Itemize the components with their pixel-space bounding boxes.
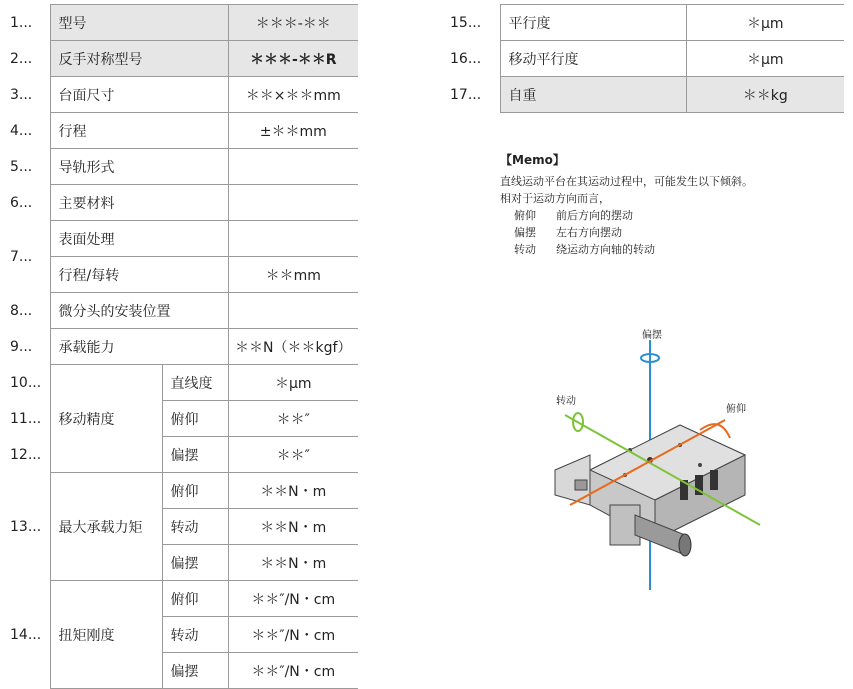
spec-value xyxy=(228,221,358,257)
row-number: 9... xyxy=(10,338,33,355)
spec-value: ＊＊＊-＊＊R xyxy=(228,41,358,77)
spec-value xyxy=(228,185,358,221)
pitch-label: 俯仰 xyxy=(726,404,746,415)
spec-value: ＊＊″/N・cm xyxy=(228,581,358,617)
table-row xyxy=(448,77,844,113)
memo-line: 相对于运动方向而言， xyxy=(500,192,610,205)
stage-diagram xyxy=(530,320,780,604)
roll-label: 转动 xyxy=(556,396,576,407)
row-number: 16... xyxy=(450,50,482,67)
spec-value: ＊＊×＊＊mm xyxy=(228,77,358,113)
row-number: 7... xyxy=(10,248,33,265)
spec-value: ＊＊＊-＊＊ xyxy=(228,5,358,41)
spec-label: 微分头的安装位置 xyxy=(50,293,228,329)
spec-value: ＊＊kg xyxy=(686,77,844,113)
spec-sub-label: 转动 xyxy=(162,509,228,545)
spec-group-label: 扭矩刚度 xyxy=(50,581,162,689)
yaw-label: 偏摆 xyxy=(642,330,662,341)
spec-label: 导轨形式 xyxy=(50,149,228,185)
memo-item xyxy=(500,224,753,241)
row-number: 8... xyxy=(10,302,33,319)
memo-term: 转动 xyxy=(514,243,536,256)
spec-label: 行程 xyxy=(50,113,228,149)
spec-label: 承载能力 xyxy=(50,329,228,365)
spec-sub-label: 偏摆 xyxy=(162,653,228,689)
spec-value: ＊＊″/N・cm xyxy=(228,617,358,653)
spec-value: ＊＊N・m xyxy=(228,509,358,545)
spec-label: 行程/每转 xyxy=(50,257,228,293)
memo-title: 【Memo】 xyxy=(500,153,565,167)
spec-sub-label: 俯仰 xyxy=(162,581,228,617)
memo-item xyxy=(500,207,753,224)
spec-table-right xyxy=(448,4,844,113)
row-number: 3... xyxy=(10,86,33,103)
row-number: 4... xyxy=(10,122,33,139)
spec-value: ＊μm xyxy=(686,5,844,41)
spec-value: ＊＊mm xyxy=(228,257,358,293)
row-number: 2... xyxy=(10,50,33,67)
stage-slot xyxy=(710,470,718,490)
spec-value: ＊μm xyxy=(686,41,844,77)
memo-block xyxy=(500,152,753,258)
spec-sub-label: 偏摆 xyxy=(162,437,228,473)
table-row xyxy=(8,185,358,221)
table-row xyxy=(8,329,358,365)
row-number: 1... xyxy=(10,14,33,31)
memo-term: 偏摆 xyxy=(514,226,536,239)
spec-label: 平行度 xyxy=(500,5,686,41)
clamp-knob xyxy=(575,480,587,490)
table-row xyxy=(8,257,358,293)
row-number: 11... xyxy=(10,410,42,427)
row-number: 6... xyxy=(10,194,33,211)
spec-label: 主要材料 xyxy=(50,185,228,221)
row-number: 17... xyxy=(450,86,482,103)
row-number: 10... xyxy=(10,374,42,391)
spec-value: ＊＊″ xyxy=(228,401,358,437)
table-row xyxy=(8,581,358,617)
spec-value: ＊＊N・m xyxy=(228,473,358,509)
spec-table-left xyxy=(8,4,358,689)
spec-sub-label: 俯仰 xyxy=(162,401,228,437)
spec-label: 台面尺寸 xyxy=(50,77,228,113)
row-number: 12... xyxy=(10,446,42,463)
table-row xyxy=(8,365,358,401)
spec-group-label: 最大承载力矩 xyxy=(50,473,162,581)
table-row xyxy=(8,77,358,113)
row-number: 15... xyxy=(450,14,482,31)
table-row xyxy=(448,41,844,77)
spec-value: ＊＊″/N・cm xyxy=(228,653,358,689)
spec-group-label: 移动精度 xyxy=(50,365,162,473)
table-row xyxy=(8,293,358,329)
row-number: 14... xyxy=(10,626,42,643)
table-row xyxy=(8,113,358,149)
stage-illustration xyxy=(530,320,780,600)
table-row xyxy=(8,221,358,257)
spec-value xyxy=(228,293,358,329)
spec-label: 移动平行度 xyxy=(500,41,686,77)
spec-label: 自重 xyxy=(500,77,686,113)
spec-value: ±＊＊mm xyxy=(228,113,358,149)
memo-desc: 绕运动方向轴的转动 xyxy=(556,243,655,256)
memo-item xyxy=(500,241,753,258)
stage-hole xyxy=(698,463,702,467)
spec-sub-label: 俯仰 xyxy=(162,473,228,509)
spec-label: 表面处理 xyxy=(50,221,228,257)
spec-sub-label: 直线度 xyxy=(162,365,228,401)
memo-desc: 前后方向的摆动 xyxy=(556,209,633,222)
row-number: 5... xyxy=(10,158,33,175)
spec-value: ＊μm xyxy=(228,365,358,401)
spec-value: ＊＊″ xyxy=(228,437,358,473)
table-row xyxy=(8,149,358,185)
spec-value: ＊＊N・m xyxy=(228,545,358,581)
memo-desc: 左右方向摆动 xyxy=(556,226,622,239)
spec-value xyxy=(228,149,358,185)
spec-value: ＊＊N（＊＊kgf） xyxy=(228,329,358,365)
spec-label: 反手对称型号 xyxy=(50,41,228,77)
table-row xyxy=(8,473,358,509)
table-row xyxy=(448,5,844,41)
spec-sub-label: 转动 xyxy=(162,617,228,653)
micrometer-end xyxy=(679,534,691,556)
memo-line: 直线运动平台在其运动过程中，可能发生以下倾斜。 xyxy=(500,175,753,188)
table-row xyxy=(8,5,358,41)
row-number: 13... xyxy=(10,518,42,535)
spec-sub-label: 偏摆 xyxy=(162,545,228,581)
spec-label: 型号 xyxy=(50,5,228,41)
table-row xyxy=(8,41,358,77)
memo-term: 俯仰 xyxy=(514,209,536,222)
